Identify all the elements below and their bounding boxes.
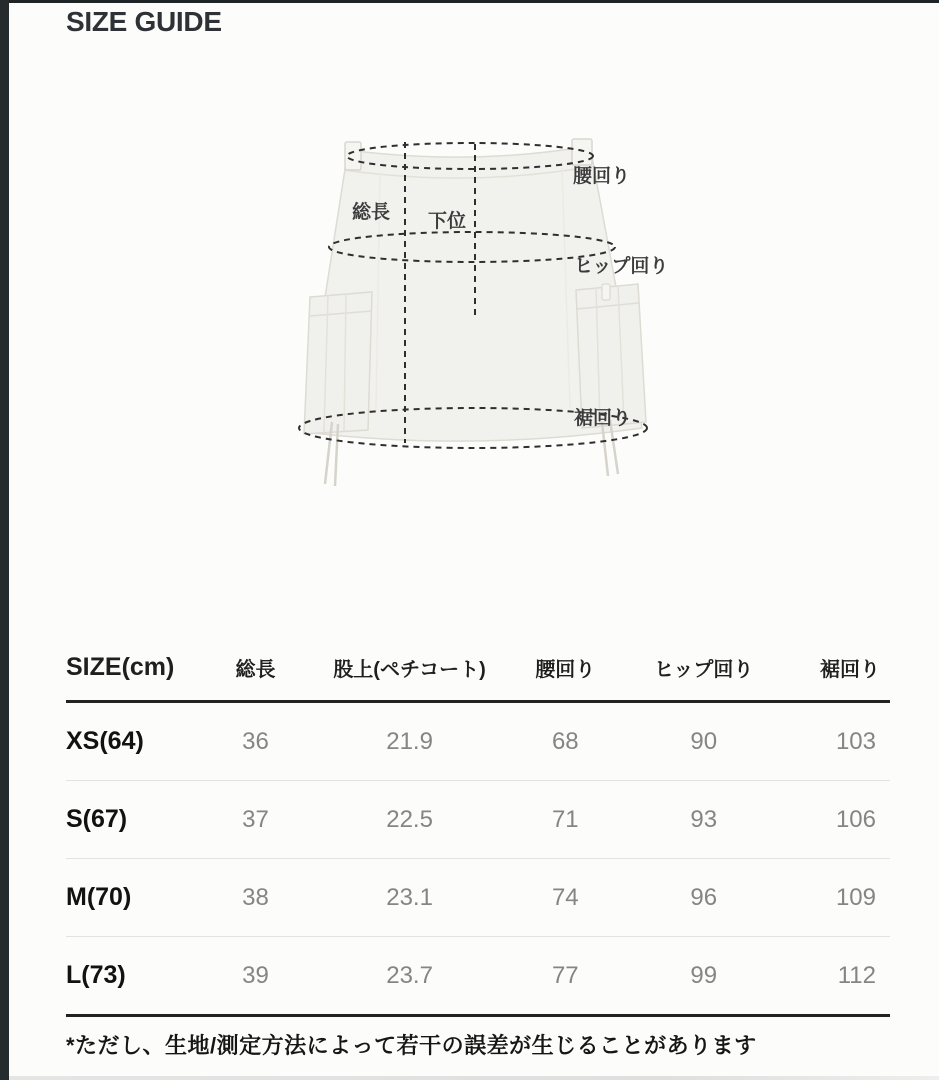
- column-header-total-length: 総長: [190, 634, 322, 702]
- diagram-label-hem: 裾回り: [574, 408, 632, 429]
- window-left-border: [0, 0, 9, 1080]
- value-cell: 74: [498, 859, 633, 937]
- size-label: XS(64): [66, 727, 144, 755]
- value-cell: 112: [775, 937, 890, 1016]
- size-table-header-row: [66, 634, 890, 702]
- table-row-m: [66, 859, 890, 937]
- next-section-edge: [9, 1076, 939, 1080]
- value-cell: 90: [690, 727, 718, 755]
- value-cell: 68: [551, 727, 579, 755]
- footnote: *ただし、生地/測定方法によって若干の誤差が生じることがあります: [66, 1033, 757, 1058]
- value-cell: 23.7: [321, 937, 497, 1016]
- column-header-hip: ヒップ回り: [633, 634, 775, 702]
- value-cell: 36: [242, 727, 269, 755]
- column-header-rise: 股上(ペチコート): [321, 634, 497, 702]
- table-row-xs: [66, 702, 890, 781]
- value-cell: 109: [775, 859, 890, 937]
- value-cell: 103: [835, 727, 876, 755]
- pocket-button-right: [602, 284, 610, 300]
- value-cell: 38: [190, 859, 322, 937]
- value-cell: 22.5: [321, 781, 497, 859]
- belt-loop-left: [345, 142, 361, 170]
- value-cell: 106: [775, 781, 890, 859]
- size-label: L(73): [66, 937, 190, 1016]
- column-header-waist: 腰回り: [498, 634, 633, 702]
- value-cell: 37: [190, 781, 322, 859]
- size-label: S(67): [66, 781, 190, 859]
- page-title: SIZE GUIDE: [66, 6, 222, 37]
- window-top-border: [0, 0, 939, 3]
- column-header-hem: 裾回り: [775, 634, 890, 702]
- table-row-s: [66, 781, 890, 859]
- value-cell: 23.1: [321, 859, 497, 937]
- size-table: [66, 634, 890, 1017]
- table-row-l: [66, 937, 890, 1016]
- value-cell: 77: [498, 937, 633, 1016]
- diagram-label-total-length: 総長: [352, 202, 391, 223]
- column-header-size: SIZE(cm): [66, 634, 190, 702]
- skirt-measurement-diagram: [280, 112, 700, 492]
- value-cell: 71: [498, 781, 633, 859]
- diagram-label-waist: 腰回り: [573, 166, 631, 187]
- value-cell: 96: [633, 859, 775, 937]
- diagram-label-lower: 下位: [428, 211, 467, 232]
- value-cell: 93: [633, 781, 775, 859]
- value-cell: 39: [190, 937, 322, 1016]
- value-cell: 99: [633, 937, 775, 1016]
- value-cell: 21.9: [386, 727, 433, 755]
- size-label: M(70): [66, 859, 190, 937]
- diagram-label-hip: ヒップ回り: [574, 256, 669, 277]
